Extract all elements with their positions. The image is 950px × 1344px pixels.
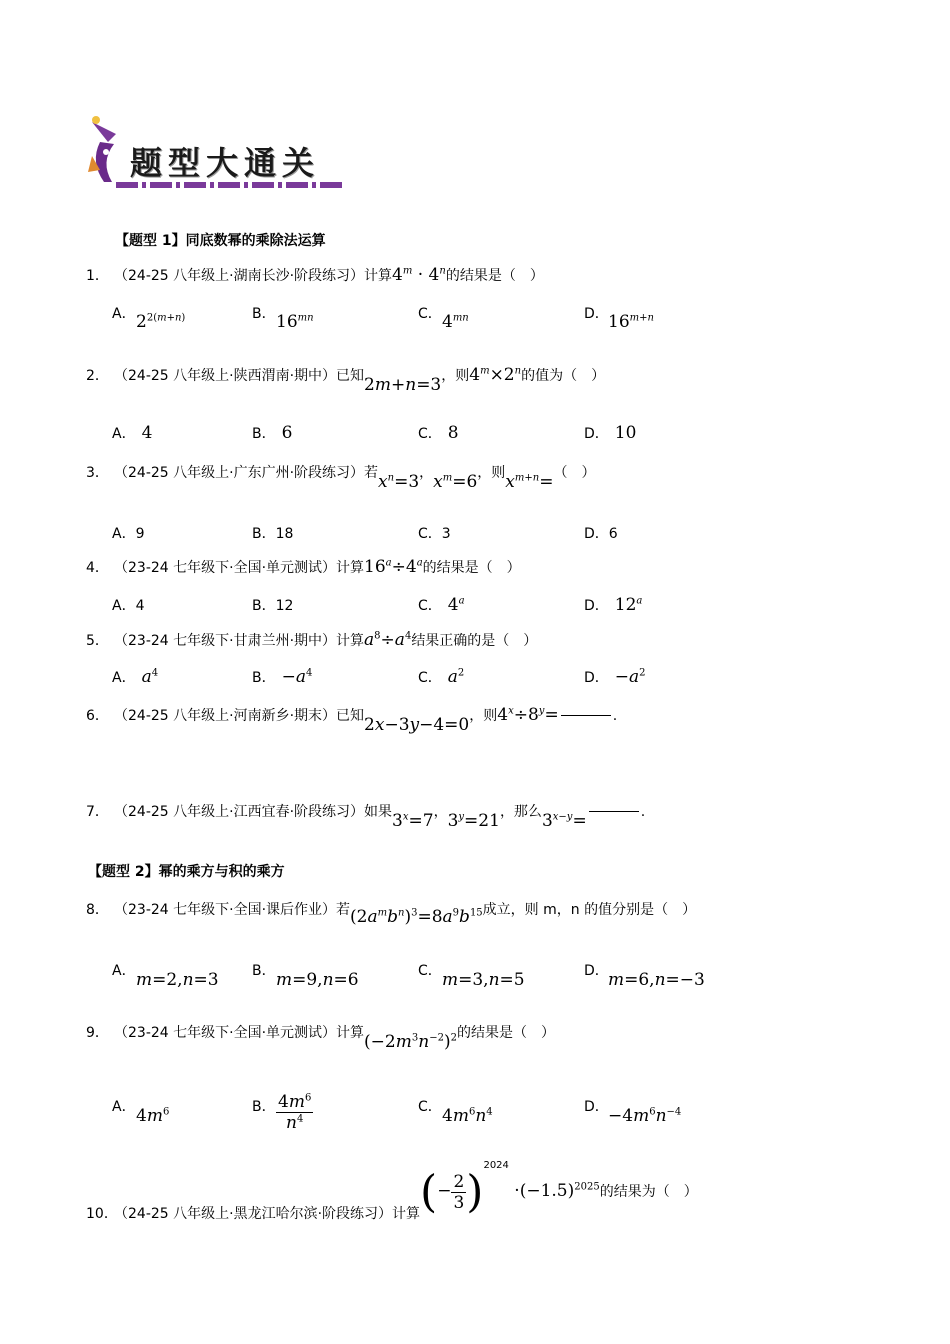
- banner-divider: [116, 182, 346, 188]
- question-5: 5． （23-24 七年级下·甘肃兰州·期中）计算$a^8\div a^4$结果正确的是（ ）: [86, 630, 538, 650]
- math-expression: $4^m\times 2^n$: [469, 365, 522, 385]
- question-number: 1．: [86, 268, 109, 284]
- section-title-2: 【题型 2】幂的乘方与积的乘方: [88, 864, 285, 880]
- option-c[interactable]: C． $a^2$: [418, 667, 465, 687]
- option-a[interactable]: A． $a^4$: [112, 667, 159, 687]
- question-tail: 的结果是（ ）: [445, 268, 544, 284]
- option-c[interactable]: C．3: [418, 526, 451, 542]
- question-8: 8． （23-24 七年级下·全国·课后作业）若$(2a^mb^n)^3=8a^9b^{15}$成立，则 m，n 的值分别是（ ）: [86, 902, 697, 927]
- math-expression: $(-2m^3n^{-2})^2$: [364, 1032, 457, 1052]
- question-7: 7． （24-25 八年级上·江西宜春·阶段练习）如果$3^x=7$，$3^y=21$，那么$3^{x-y}=$ .: [86, 804, 646, 831]
- option-b-math: $16^{mn}$: [276, 312, 314, 332]
- option-b[interactable]: B． $-a^4$: [252, 667, 313, 687]
- math-expression: 2m+n=3: [364, 375, 442, 395]
- option-d[interactable]: D． $-a^2$: [584, 667, 646, 687]
- option-a-math: $2^{2(m+n)}$: [136, 312, 186, 332]
- option-b[interactable]: B．12: [252, 598, 294, 614]
- answer-blank[interactable]: [561, 715, 611, 716]
- option-c[interactable]: C． 4$^a$: [418, 595, 465, 615]
- math-expression: $4^m \cdot 4^n$: [392, 265, 446, 285]
- option-c[interactable]: C．: [418, 306, 442, 322]
- option-b[interactable]: B．: [252, 306, 276, 322]
- math-expression: $x^{m+n}=$: [505, 472, 554, 492]
- question-3: 3． （24-25 八年级上·广东广州·阶段练习）若$x^n=3$，$x^m=6$，则$x^{m+n}=$（ ）: [86, 465, 596, 492]
- option-d[interactable]: D． 12$^a$: [584, 595, 643, 615]
- wizard-icon: [86, 112, 134, 192]
- math-expression: $x^n=3$: [378, 472, 420, 492]
- option-c[interactable]: C． 8: [418, 423, 459, 443]
- option-d[interactable]: D．: [584, 1099, 609, 1115]
- math-expression: $(2a^mb^n)^3=8a^9b^{15}$: [350, 907, 483, 927]
- math-expression: $a^8\div a^4$: [364, 630, 412, 650]
- option-b[interactable]: B．18: [252, 526, 294, 542]
- question-number: 2．: [86, 368, 109, 384]
- option-b[interactable]: B．: [252, 963, 276, 979]
- question-1: [86, 265, 544, 285]
- question-10: 10．（24-25 八年级上·黑龙江哈尔滨·阶段练习）计算(− $\frac{2}{3}$ )$^{2024} \cdot(-1.5)^{2025}$的结果为（ ）: [86, 1160, 698, 1222]
- option-d[interactable]: D．6: [584, 526, 618, 542]
- math-expression: $3^x=7$: [392, 811, 434, 831]
- question-2: 2． （24-25 八年级上·陕西渭南·期中）已知2m+n=3，则$4^m\times 2^n$的值为（ ）: [86, 365, 606, 395]
- banner-title: 题型大通关: [130, 144, 321, 182]
- option-d[interactable]: D． 10: [584, 423, 637, 443]
- option-c-math: $4m^6n^4$: [442, 1106, 493, 1126]
- option-b-math: m=9,n=6: [276, 970, 359, 990]
- option-a-math: $4m^6$: [136, 1106, 170, 1126]
- option-b[interactable]: B． 6: [252, 423, 293, 443]
- option-b[interactable]: B．: [252, 1099, 276, 1115]
- math-expression: $x^m=6$: [433, 472, 478, 492]
- option-d-math: $16^{m+n}$: [608, 312, 654, 332]
- option-a[interactable]: A． 4: [112, 423, 153, 443]
- option-a[interactable]: A．4: [112, 598, 145, 614]
- option-d[interactable]: D．: [584, 306, 609, 322]
- option-c[interactable]: C．: [418, 963, 442, 979]
- math-expression: $3^y=21$: [447, 811, 500, 831]
- math-expression: $3^{x-y}=$: [541, 811, 587, 831]
- option-d-math: m=6,n=−3: [608, 970, 705, 990]
- option-d[interactable]: D．: [584, 963, 609, 979]
- answer-blank[interactable]: [589, 811, 639, 812]
- section-title-1: 【题型 1】同底数幂的乘除法运算: [115, 233, 326, 249]
- math-expression: 2x−3y−4=0: [364, 715, 470, 735]
- banner-logo: [86, 112, 356, 198]
- option-a[interactable]: A．: [112, 306, 136, 322]
- math-expression: $16^a\div 4^a$: [364, 557, 423, 577]
- question-4: 4． （23-24 七年级下·全国·单元测试）计算$16^a\div 4^a$的结果是（ ）: [86, 557, 521, 577]
- question-source: （24-25 八年级上·陕西渭南·期中）已知: [114, 368, 365, 384]
- question-source: （24-25 八年级上·湖南长沙·阶段练习）计算: [114, 268, 393, 284]
- option-d-math: $-4m^6n^{-4}$: [608, 1106, 682, 1126]
- math-expression: $4^x\div 8^y=$: [497, 705, 559, 725]
- option-c-math: $4^{mn}$: [442, 312, 469, 332]
- option-a[interactable]: A．: [112, 963, 136, 979]
- option-b-math: $\frac{4m^6}{n^4}$: [278, 1092, 312, 1133]
- option-a[interactable]: A．: [112, 1099, 136, 1115]
- math-expression: (− $\frac{2}{3}$ )$^{2024} \cdot(-1.5)^{2025}$: [420, 1160, 600, 1218]
- question-9: 9． （23-24 七年级下·全国·单元测试）计算$(-2m^3n^{-2})^2$的结果是（ ）: [86, 1025, 555, 1052]
- option-a-math: m=2,n=3: [136, 970, 219, 990]
- option-a[interactable]: A．9: [112, 526, 145, 542]
- option-c[interactable]: C．: [418, 1099, 442, 1115]
- question-6: 6． （24-25 八年级上·河南新乡·期末）已知2x−3y−4=0，则$4^x\div 8^y=$ .: [86, 705, 618, 735]
- option-c-math: m=3,n=5: [442, 970, 525, 990]
